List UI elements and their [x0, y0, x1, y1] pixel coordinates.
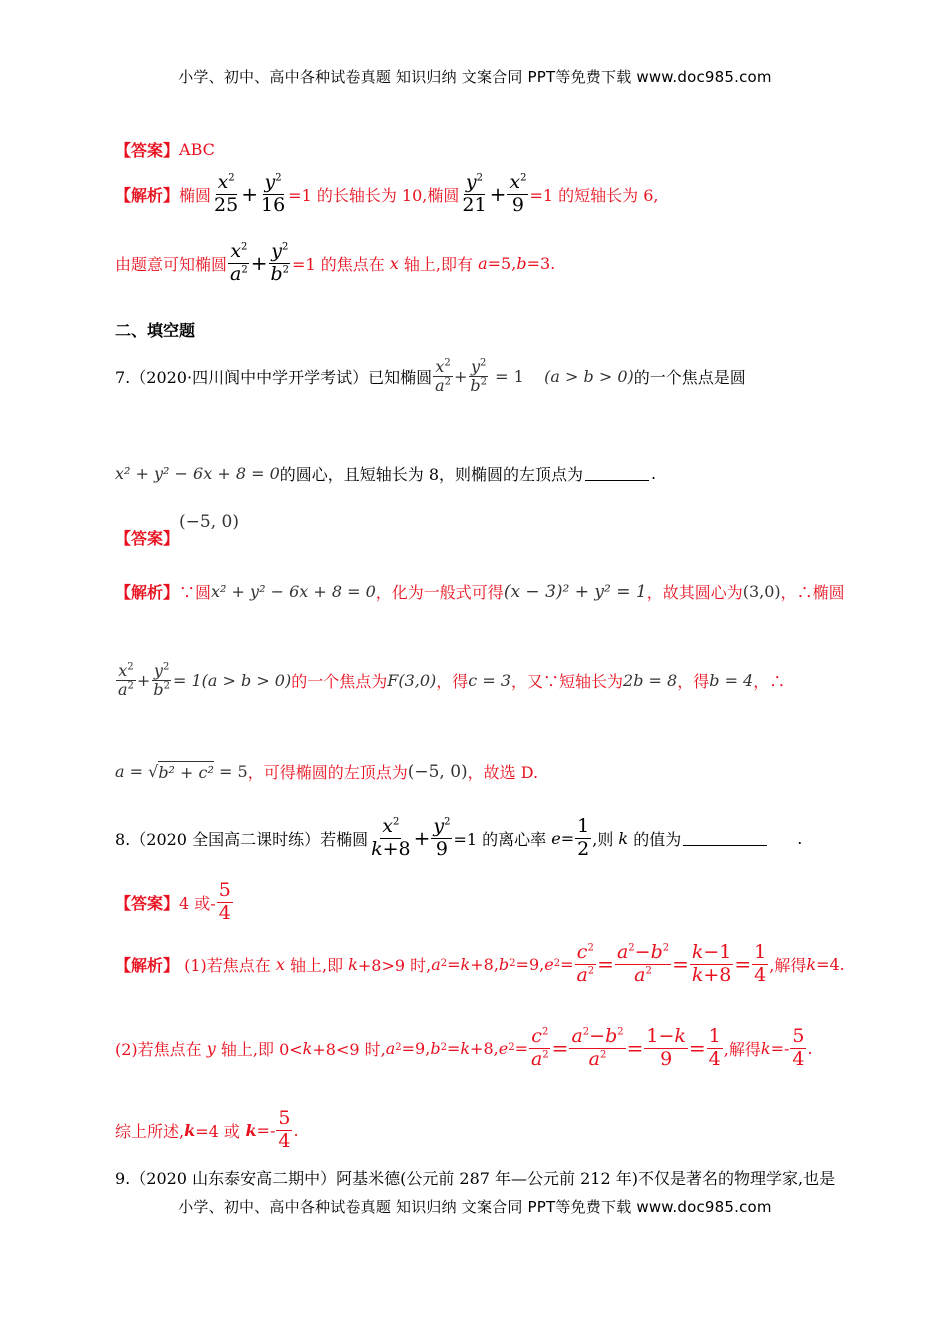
text: .	[797, 828, 803, 848]
text: ，得	[677, 672, 710, 692]
q8-answer	[115, 880, 234, 925]
text: 的一个焦点为	[291, 672, 388, 692]
answer-blank	[585, 466, 649, 481]
fraction-y2-b2: $\frac{y^2}{b^2}$	[470, 357, 488, 396]
analysis-label: 【解析】	[115, 955, 180, 975]
fraction-5-4: 5 4	[278, 1107, 291, 1152]
fraction-x2-a2: $x^2$ $a^2$	[435, 357, 451, 396]
text: ∵圆	[179, 583, 212, 602]
text: =	[560, 828, 575, 848]
q7-stem-line2	[115, 462, 656, 485]
answer-value: 4 或-	[179, 893, 216, 913]
text: ，又∵短轴长为	[511, 672, 624, 692]
text: ，得	[436, 672, 469, 692]
text: 综上所述,	[115, 1121, 185, 1141]
fraction-5-4: 5 4	[218, 879, 231, 924]
fraction-1-4: $\frac{1}{4}$	[754, 941, 767, 986]
text: a =	[115, 762, 144, 781]
page-header: 小学、初中、高中各种试卷真题 知识归纳 文案合同 PPT等免费下载 www.doc985.com	[178, 68, 772, 86]
fraction-x2-a2: $x^2$ $a^2$	[118, 661, 134, 700]
text: =1 的焦点在	[292, 254, 385, 274]
text: =1 的短轴长为 6,	[529, 185, 659, 205]
fraction-c2-a2: $\frac{c^2}{a^2}$	[530, 1025, 549, 1070]
text: ,则	[592, 829, 614, 849]
text: ，∴椭圆	[780, 583, 845, 602]
text: (1)若焦点在	[184, 955, 271, 975]
q8-stem: 8.（2020 全国高二课时练）若椭圆 $x^2$ k+8 + $\frac{y^2}{9}$ =1 的离心率 e = $\frac{1}{2}$ ,则 k 的值为 .	[115, 815, 803, 860]
text: ，∴	[753, 672, 786, 692]
q8-summary: 综上所述, k =4 或 k =- 5 4 .	[115, 1107, 299, 1152]
condition: = 1(a > b > 0)	[172, 671, 292, 691]
text: ,解得	[769, 955, 807, 975]
fraction-x2-9: $\frac{x^2}{9}$	[509, 171, 527, 216]
text: 的圆心，且短轴长为 8，则椭圆的左顶点为	[279, 465, 584, 484]
q6-analysis-line2: 由题意可知椭圆 $x^2$ $a^2$ + $\frac{y^2}{b^2}$ =1 的焦点在 x 轴上,即有 a =5, b =3.	[115, 240, 556, 285]
q9-stem: 9.（2020 山东泰安高二期中）阿基米德(公元前 287 年—公元前 212 年)不仅是著名的物理学家,也是	[115, 1169, 836, 1188]
fraction-a2b2-a2: $\frac{a^2-b^2}{a^2}$	[571, 1025, 624, 1070]
text: = 5	[219, 762, 248, 781]
c-value: c = 3	[468, 671, 512, 691]
fraction-y2-21: $y^2$ 21	[462, 171, 487, 216]
fraction-1k-9: $\frac{1-k}{9}$	[646, 1025, 686, 1070]
answer-label: 【答案】	[115, 529, 180, 548]
circle-equation: x² + y² − 6x + 8 = 0	[211, 582, 376, 601]
fraction-y2-b2: $\frac{y^2}{b^2}$	[270, 240, 290, 285]
fraction-1-2: $\frac{1}{2}$	[577, 815, 590, 860]
text: .	[293, 1120, 299, 1140]
fraction-y2-b2: $\frac{y^2}{b^2}$	[153, 661, 170, 700]
text: =-	[770, 1038, 790, 1058]
text: +8>9 时,	[357, 955, 432, 975]
text: =4 或	[195, 1121, 240, 1141]
text: 的值为	[633, 829, 682, 849]
q7-answer	[115, 512, 239, 549]
fraction-x2-25: $x^2$ 25	[214, 171, 239, 216]
text: =4.	[816, 954, 845, 974]
left-vertex: (−5, 0)	[407, 761, 468, 782]
text: 轴上,即 0<	[220, 1039, 303, 1059]
answer-label: 【答案】	[115, 893, 180, 913]
text: .	[807, 1038, 813, 1058]
fraction-k1-k8: $\frac{k-1}{k+8}$	[691, 941, 732, 986]
text: ，故其圆心为	[646, 583, 743, 602]
answer-value: (−5, 0)	[179, 512, 239, 532]
text: 轴上,即	[289, 955, 344, 975]
circle-equation: x² + y² − 6x + 8 = 0	[115, 464, 280, 483]
fraction-x2-k8: $x^2$ k+8	[371, 815, 411, 860]
q7-stem-line1: 7.（2020·四川阆中中学开学考试）已知椭圆 $x^2$ $a^2$ + $\frac{y^2}{b^2}$ = 1 (a > b > 0) 的一个焦点是圆	[115, 357, 746, 396]
analysis-label: 【解析】	[115, 185, 180, 205]
text: .	[651, 464, 657, 483]
section-title: 二、填空题	[115, 321, 196, 340]
fraction-a2b2-a2: $\frac{a^2-b^2}{a^2}$	[616, 941, 670, 986]
text: (2)若焦点在	[115, 1039, 202, 1059]
text: =-	[256, 1120, 276, 1140]
q8-analysis-line1: 【解析】 (1)若焦点在 x 轴上,即 k +8>9 时, a 2 = k +8, b 2 =9, e 2 = $\frac{c^2}{a^2}$ = $\frac{a^2-b^2}{a^2}$ = $\frac{k-1}{k+8}$ = $\frac{1}{4}$ ,解得 k =4.	[115, 941, 845, 986]
text: ，可得椭圆的左顶点为	[247, 763, 408, 782]
q7-analysis-line1	[115, 580, 845, 603]
b-value: b = 4	[709, 671, 754, 691]
text: 8.（2020 全国高二课时练）若椭圆	[115, 829, 369, 849]
circle-center: (3,0)	[742, 582, 781, 601]
q6-answer	[115, 138, 215, 161]
answer-label: 【答案】	[115, 141, 180, 160]
fraction-y2-16: $\frac{y^2}{16}$	[260, 171, 286, 216]
text: =5,	[487, 253, 517, 273]
text: 椭圆	[179, 185, 212, 205]
text: 的一个焦点是圆	[633, 368, 746, 388]
q6-analysis-line1: 【解析】 椭圆 $x^2$ 25 + $\frac{y^2}{16}$ =1 的长轴长为 10,椭圆 $y^2$ 21 + $\frac{x^2}{9}$ =1 的短轴长为 6,	[115, 171, 659, 216]
q8-analysis-line2: (2)若焦点在 y 轴上,即 0< k +8<9 时, a 2 =9, b 2 = k +8, e 2 = $\frac{c^2}{a^2}$ = $\frac{a^2-b^2}{a^2}$ = $\frac{1-k}{9}$ = $\frac{1}{4}$ ,解得 k =- 5 4 .	[115, 1025, 813, 1070]
text: 由题意可知椭圆	[115, 254, 228, 274]
text: ，故选 D.	[467, 763, 539, 782]
text: =3.	[526, 253, 556, 273]
q7-analysis-line3: a = √ b² + c² = 5 ，可得椭圆的左顶点为 (−5, 0) ，故选 D.	[115, 761, 539, 782]
radicand: b² + c²	[158, 763, 214, 782]
fraction-1-4: $\frac{1}{4}$	[708, 1025, 721, 1070]
q7-analysis-line2: $x^2$ $a^2$ + $\frac{y^2}{b^2}$ = 1(a > b > 0) 的一个焦点为 F(3,0) ，得 c = 3 ，又∵短轴长为 2b = 8 ，得 b = 4 ，∴	[118, 661, 786, 700]
text: =1 的离心率	[453, 829, 547, 849]
answer-blank	[683, 831, 767, 846]
fraction-5-4: 5 4	[792, 1025, 805, 1070]
answer-value: ABC	[179, 140, 215, 159]
text: +8<9 时,	[312, 1039, 386, 1059]
text: =1 的长轴长为 10,椭圆	[288, 185, 460, 205]
focus: F(3,0)	[387, 671, 437, 691]
fraction-x2-a2: $x^2$ $a^2$	[230, 240, 248, 285]
minor-axis-eq: 2b = 8	[623, 671, 678, 691]
text: ,解得	[723, 1039, 761, 1059]
text: 7.（2020·四川阆中中学开学考试）已知椭圆	[115, 368, 433, 388]
general-equation: (x − 3)² + y² = 1	[503, 581, 647, 602]
text: 轴上,即有	[403, 254, 474, 274]
fraction-c2-a2: $\frac{c^2}{a^2}$	[576, 941, 595, 986]
condition: (a > b > 0)	[544, 367, 634, 387]
analysis-label: 【解析】	[115, 583, 180, 602]
page-footer: 小学、初中、高中各种试卷真题 知识归纳 文案合同 PPT等免费下载 www.doc985.com	[178, 1198, 772, 1216]
fraction-y2-9: $\frac{y^2}{9}$	[433, 815, 451, 860]
text: ，化为一般式可得	[375, 583, 504, 602]
